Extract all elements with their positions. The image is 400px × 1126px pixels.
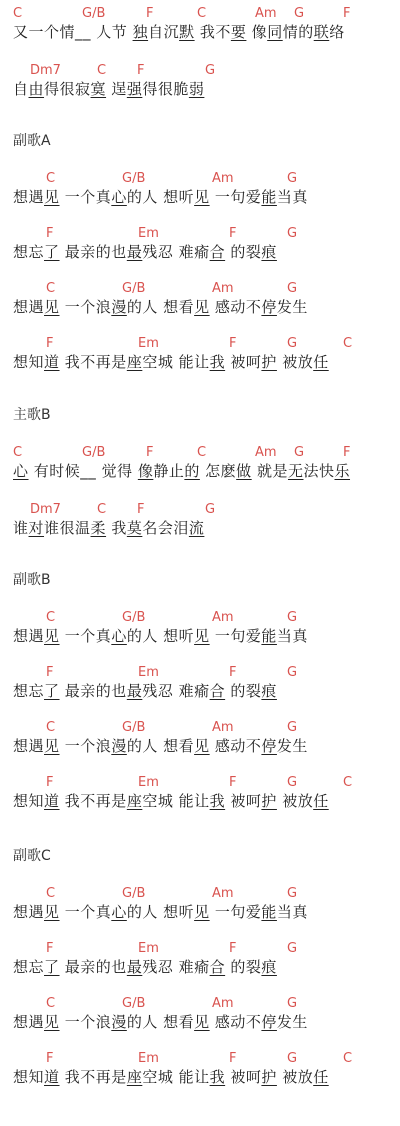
underlined-syllable: 流 — [188, 519, 205, 537]
chord-g: G — [205, 63, 216, 78]
underlined-syllable: 了 — [44, 958, 60, 976]
chord-c: C — [13, 445, 23, 460]
underlined-syllable: 道 — [44, 792, 60, 810]
chord-g: G — [287, 336, 298, 351]
lyric-line — [13, 298, 308, 316]
chord-g-b: G/B — [122, 886, 146, 901]
chord-f: F — [229, 665, 237, 680]
chord-g: G — [287, 281, 298, 296]
chord-f: F — [46, 941, 54, 956]
lyric-segment: 想遇 — [13, 903, 45, 921]
chord-em: Em — [138, 1051, 159, 1066]
lyric-segment: __ — [75, 23, 92, 41]
lyric-segment: 的人 想看 — [126, 298, 195, 316]
chord-am: Am — [255, 6, 277, 21]
underlined-syllable: 任 — [313, 353, 329, 371]
underlined-syllable: 座 — [126, 1068, 143, 1086]
chord-g: G — [287, 1051, 298, 1066]
chord-c: C — [343, 336, 353, 351]
underlined-syllable: 独 — [132, 23, 149, 41]
lyric-segment: 当真 — [276, 903, 308, 921]
chord-f: F — [46, 775, 54, 790]
chord-g-b: G/B — [122, 996, 146, 1011]
lyric-segment: 得很脆 — [142, 80, 189, 98]
lyric-segment: 被放 — [276, 1068, 314, 1086]
underlined-syllable: 了 — [44, 243, 60, 261]
chord-f: F — [229, 941, 237, 956]
lyric-segment: 谁 — [13, 519, 29, 537]
underlined-syllable: 见 — [194, 737, 210, 755]
chord-am: Am — [212, 886, 234, 901]
underlined-syllable: 我 — [209, 353, 226, 371]
chord-f: F — [137, 502, 145, 517]
underlined-syllable: 像 — [137, 462, 154, 480]
underlined-syllable: 寞 — [90, 80, 107, 98]
chord-c: C — [97, 63, 107, 78]
chord-g: G — [287, 941, 298, 956]
lyric-line — [13, 353, 329, 371]
chord-am: Am — [212, 720, 234, 735]
underlined-syllable: 心 — [111, 188, 127, 206]
lyric-segment: 一句爱 — [209, 627, 262, 645]
lyric-segment: 的裂 — [225, 958, 262, 976]
lyric-segment: 残忍 难瘉 — [142, 243, 210, 261]
lyric-segment: 当真 — [276, 188, 308, 206]
underlined-syllable: 见 — [44, 188, 60, 206]
chord-c: C — [97, 502, 107, 517]
lyric-segment: 一个浪 — [59, 1013, 112, 1031]
lyric-segment: 最亲的也 — [59, 243, 127, 261]
underlined-syllable: 心 — [111, 903, 127, 921]
underlined-syllable: 道 — [44, 353, 60, 371]
underlined-syllable: 痕 — [261, 243, 277, 261]
chord-f: F — [229, 336, 237, 351]
lyric-segment: 空城 能让 — [142, 1068, 210, 1086]
chord-g: G — [287, 996, 298, 1011]
chord-f: F — [343, 445, 351, 460]
chord-c: C — [46, 610, 56, 625]
lyric-segment: 空城 能让 — [142, 353, 210, 371]
lyric-segment: __ — [80, 462, 97, 480]
chord-f: F — [229, 226, 237, 241]
chord-am: Am — [212, 281, 234, 296]
lyric-line — [13, 1013, 308, 1031]
lyric-line — [13, 958, 277, 976]
underlined-syllable: 痕 — [261, 958, 277, 976]
chord-f: F — [137, 63, 145, 78]
lyric-segment: 被呵 — [225, 792, 262, 810]
chord-am: Am — [212, 171, 234, 186]
chord-g-b: G/B — [82, 6, 106, 21]
lyric-segment: 一个真 — [59, 903, 112, 921]
lyric-line — [13, 737, 308, 755]
lyric-segment: 一句爱 — [209, 188, 262, 206]
lyric-segment: 感动不 — [209, 298, 262, 316]
chord-g-b: G/B — [122, 281, 146, 296]
lyric-segment: 就是 — [251, 462, 288, 480]
chord-f: F — [46, 336, 54, 351]
chord-f: F — [46, 665, 54, 680]
underlined-syllable: 漫 — [111, 737, 127, 755]
section-heading: 副歌C — [13, 848, 51, 864]
lyric-segment: 又一个情 — [13, 23, 76, 41]
lyric-segment: 一个真 — [59, 188, 112, 206]
underlined-syllable: 见 — [194, 1013, 210, 1031]
chord-g: G — [287, 665, 298, 680]
chord-f: F — [146, 445, 154, 460]
lyric-segment: 的人 想听 — [126, 903, 195, 921]
lyric-segment: 我 — [106, 519, 127, 537]
underlined-syllable: 护 — [261, 792, 277, 810]
underlined-syllable: 见 — [44, 1013, 60, 1031]
chord-g-b: G/B — [122, 610, 146, 625]
underlined-syllable: 见 — [194, 903, 210, 921]
lyric-line — [13, 462, 350, 480]
lyric-segment: 像 — [246, 23, 268, 41]
lyric-segment: 最亲的也 — [59, 958, 127, 976]
chord-c: C — [197, 445, 207, 460]
lyric-segment: 想忘 — [13, 243, 45, 261]
lyric-segment: 想遇 — [13, 737, 45, 755]
chord-am: Am — [212, 610, 234, 625]
lyric-segment: 觉得 — [96, 462, 138, 480]
underlined-syllable: 默 — [179, 23, 195, 41]
chord-c: C — [46, 886, 56, 901]
underlined-syllable: 座 — [126, 792, 143, 810]
underlined-syllable: 护 — [261, 353, 277, 371]
lyric-segment: 的裂 — [225, 682, 262, 700]
chord-em: Em — [138, 226, 159, 241]
lyric-segment: 我不再是 — [59, 1068, 127, 1086]
lyric-segment: 自沉 — [148, 23, 180, 41]
underlined-syllable: 任 — [313, 792, 329, 810]
underlined-syllable: 见 — [44, 627, 60, 645]
chord-g: G — [287, 886, 298, 901]
chord-f: F — [146, 6, 154, 21]
lyric-line — [13, 903, 308, 921]
underlined-syllable: 能 — [261, 903, 277, 921]
chord-em: Em — [138, 775, 159, 790]
lyric-segment: 一个真 — [59, 627, 112, 645]
underlined-syllable: 弱 — [188, 80, 205, 98]
lyric-segment: 一个浪 — [59, 298, 112, 316]
lyric-segment: 残忍 难瘉 — [142, 958, 210, 976]
underlined-syllable: 做 — [236, 462, 252, 480]
lyric-segment: 想忘 — [13, 682, 45, 700]
underlined-syllable: 痕 — [261, 682, 277, 700]
lyric-segment: 谁很温 — [44, 519, 91, 537]
lyric-segment: 的人 想听 — [126, 188, 195, 206]
lyric-segment: 一个浪 — [59, 737, 112, 755]
chord-c: C — [46, 281, 56, 296]
chord-dm7: Dm7 — [30, 502, 61, 517]
chord-c: C — [46, 171, 56, 186]
chord-g: G — [287, 610, 298, 625]
underlined-syllable: 最 — [126, 682, 143, 700]
underlined-syllable: 见 — [194, 627, 210, 645]
lyric-segment: 最亲的也 — [59, 682, 127, 700]
lyric-segment: 想知 — [13, 1068, 45, 1086]
lyric-segment: 想遇 — [13, 298, 45, 316]
lyric-segment: 被放 — [276, 792, 314, 810]
lyric-segment: 情的 — [282, 23, 314, 41]
underlined-syllable: 心 — [111, 627, 127, 645]
chord-g: G — [294, 445, 305, 460]
underlined-syllable: 乐 — [334, 462, 351, 480]
lyric-segment: 的裂 — [225, 243, 262, 261]
lyric-segment: 想遇 — [13, 188, 45, 206]
underlined-syllable: 合 — [209, 682, 226, 700]
chord-g-b: G/B — [122, 171, 146, 186]
chord-am: Am — [255, 445, 277, 460]
lyric-line — [13, 243, 277, 261]
underlined-syllable: 停 — [261, 737, 277, 755]
lyric-segment: 发生 — [276, 1013, 308, 1031]
lyric-segment: 残忍 难瘉 — [142, 682, 210, 700]
chord-f: F — [229, 775, 237, 790]
underlined-syllable: 对 — [28, 519, 45, 537]
chord-c: C — [343, 775, 353, 790]
underlined-syllable: 合 — [209, 243, 226, 261]
lyric-line — [13, 1068, 329, 1086]
lyric-segment: 发生 — [276, 737, 308, 755]
underlined-syllable: 由 — [28, 80, 45, 98]
underlined-syllable: 道 — [44, 1068, 60, 1086]
underlined-syllable: 最 — [126, 243, 143, 261]
underlined-syllable: 见 — [194, 188, 210, 206]
underlined-syllable: 联 — [313, 23, 330, 41]
underlined-syllable: 护 — [261, 1068, 277, 1086]
chord-g: G — [287, 720, 298, 735]
lyric-segment: 想知 — [13, 353, 45, 371]
underlined-syllable: 见 — [44, 737, 60, 755]
chord-dm7: Dm7 — [30, 63, 61, 78]
lyric-segment: 想忘 — [13, 958, 45, 976]
underlined-syllable: 莫 — [126, 519, 143, 537]
underlined-syllable: 漫 — [111, 1013, 127, 1031]
section-heading: 副歌A — [13, 133, 51, 149]
chord-f: F — [229, 1051, 237, 1066]
lyric-segment: 静止 — [153, 462, 185, 480]
chord-g: G — [287, 171, 298, 186]
underlined-syllable: 见 — [44, 903, 60, 921]
chord-em: Em — [138, 336, 159, 351]
lyric-segment: 络 — [329, 23, 345, 41]
chord-f: F — [46, 1051, 54, 1066]
lyric-segment: 怎麽 — [199, 462, 237, 480]
underlined-syllable: 见 — [194, 298, 210, 316]
underlined-syllable: 停 — [261, 1013, 277, 1031]
lyric-segment: 法快 — [303, 462, 335, 480]
lyric-segment: 想知 — [13, 792, 45, 810]
underlined-syllable: 任 — [313, 1068, 329, 1086]
chord-c: C — [197, 6, 207, 21]
lyric-segment: 的人 想看 — [126, 737, 195, 755]
chord-em: Em — [138, 941, 159, 956]
lyric-line — [13, 792, 329, 810]
chord-c: C — [46, 720, 56, 735]
underlined-syllable: 了 — [44, 682, 60, 700]
lyric-line — [13, 23, 345, 41]
lyric-line — [13, 627, 308, 645]
underlined-syllable: 能 — [261, 627, 277, 645]
lyric-segment: 感动不 — [209, 1013, 262, 1031]
underlined-syllable: 我 — [209, 792, 226, 810]
underlined-syllable: 座 — [126, 353, 143, 371]
lyric-segment: 有时候 — [28, 462, 81, 480]
chord-em: Em — [138, 665, 159, 680]
lyric-segment: 被呵 — [225, 1068, 262, 1086]
lyric-segment: 我不再是 — [59, 792, 127, 810]
underlined-syllable: 漫 — [111, 298, 127, 316]
lyric-segment: 发生 — [276, 298, 308, 316]
chord-g: G — [287, 775, 298, 790]
underlined-syllable: 无 — [287, 462, 304, 480]
underlined-syllable: 最 — [126, 958, 143, 976]
lyric-segment: 我不再是 — [59, 353, 127, 371]
lyric-line — [13, 682, 277, 700]
underlined-syllable: 合 — [209, 958, 226, 976]
lyric-segment: 想遇 — [13, 1013, 45, 1031]
lyric-segment: 名会泪 — [142, 519, 189, 537]
chord-g: G — [287, 226, 298, 241]
lyric-segment: 自 — [13, 80, 29, 98]
chord-c: C — [13, 6, 23, 21]
lyric-segment: 感动不 — [209, 737, 262, 755]
underlined-syllable: 强 — [126, 80, 143, 98]
lyric-segment: 的人 想看 — [126, 1013, 195, 1031]
chord-g: G — [294, 6, 305, 21]
lyric-segment: 当真 — [276, 627, 308, 645]
lyric-segment: 想遇 — [13, 627, 45, 645]
underlined-syllable: 的 — [184, 462, 200, 480]
lyric-line — [13, 80, 204, 98]
lyric-segment: 被放 — [276, 353, 314, 371]
lyric-segment: 空城 能让 — [142, 792, 210, 810]
chord-g-b: G/B — [122, 720, 146, 735]
underlined-syllable: 要 — [230, 23, 247, 41]
underlined-syllable: 见 — [44, 298, 60, 316]
lyric-line — [13, 519, 204, 537]
lyric-segment: 逞 — [106, 80, 127, 98]
lyric-segment: 的人 想听 — [126, 627, 195, 645]
lyric-segment: 人节 — [91, 23, 133, 41]
chord-c: C — [343, 1051, 353, 1066]
section-heading: 主歌B — [13, 407, 51, 423]
section-heading: 副歌B — [13, 572, 51, 588]
lyric-segment: 一句爱 — [209, 903, 262, 921]
chord-c: C — [46, 996, 56, 1011]
chord-f: F — [343, 6, 351, 21]
chord-f: F — [46, 226, 54, 241]
underlined-syllable: 我 — [209, 1068, 226, 1086]
lyric-segment: 被呵 — [225, 353, 262, 371]
lyric-line — [13, 188, 308, 206]
underlined-syllable: 同 — [267, 23, 283, 41]
lyric-segment: 我不 — [194, 23, 231, 41]
underlined-syllable: 心 — [13, 462, 29, 480]
underlined-syllable: 柔 — [90, 519, 107, 537]
lyric-segment: 得很寂 — [44, 80, 91, 98]
underlined-syllable: 能 — [261, 188, 277, 206]
chord-g-b: G/B — [82, 445, 106, 460]
underlined-syllable: 停 — [261, 298, 277, 316]
chord-am: Am — [212, 996, 234, 1011]
chord-g: G — [205, 502, 216, 517]
